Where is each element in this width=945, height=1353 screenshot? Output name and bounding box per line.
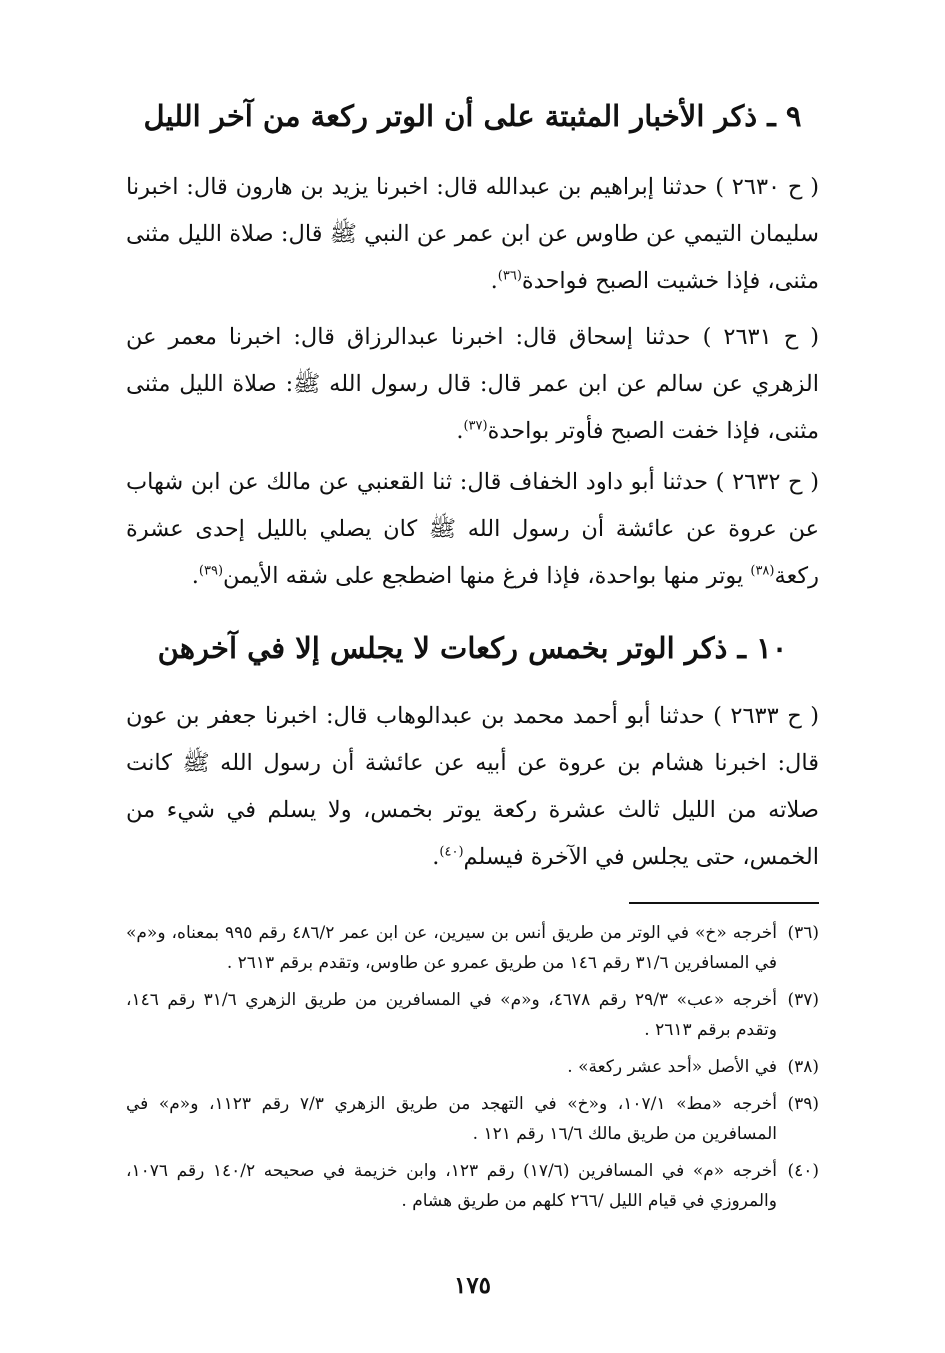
footnote-ref: (٤٠) [439, 844, 464, 860]
hadith-text: ( ح ٢٦٣٣ ) حدثنا أبو أحمد محمد بن عبدالوهاب قال: اخبرنا جعفر بن عون قال: اخبرنا هشام بن عروة عن أبيه عن عائشة أن رسول الله ﷺ كانت صلاته من الليل ثالث عشرة ركعة يوتر بخمس، ولا يسلم في شيء من الخمس، حتى يجلس في الآخرة فيسلم [126, 703, 819, 870]
footnote-number: (٤٠) [787, 1161, 819, 1181]
footnote-39 [126, 1089, 819, 1149]
footnote-number: (٣٩) [787, 1094, 819, 1114]
footnote-ref: (٣٦) [497, 268, 522, 284]
footnote-37 [126, 985, 819, 1045]
hadith-text: ( ح ٢٦٣٢ ) حدثنا أبو داود الخفاف قال: ثنا القعنبي عن مالك عن ابن شهاب عن عروة عن عائشة أن رسول الله ﷺ كان يصلي بالليل إحدى عشرة ركعة [126, 469, 819, 589]
footnote-divider [629, 902, 819, 904]
hadith-text: ( ح ٢٦٣١ ) حدثنا إسحاق قال: اخبرنا عبدالرزاق قال: اخبرنا معمر عن الزهري عن سالم عن ابن عمر قال: قال رسول الله ﷺ: صلاة الليل مثنى مثنى، فإذا خفت الصبح فأوتر بواحدة [126, 324, 819, 444]
hadith-end: . [490, 268, 498, 294]
hadith-text: يوتر منها بواحدة، فإذا فرغ منها اضطجع على شقه الأيمن [223, 563, 751, 589]
footnote-number: (٣٨) [787, 1057, 819, 1077]
footnote-text: في الأصل «أحد عشر ركعة» . [567, 1057, 777, 1077]
footnotes [126, 918, 819, 1223]
hadith-2630 [126, 164, 819, 305]
footnote-text: أخرجه «م» في المسافرين (١٧/٦) رقم ١٢٣، وابن خزيمة في صحيحه ١٤٠/٢ رقم ١٠٧٦، والمروزي في قيام الليل /٢٦٦ كلهم من طريق هشام . [126, 1161, 777, 1211]
footnote-40 [126, 1156, 819, 1216]
hadith-2632 [126, 459, 819, 600]
footnote-text: أخرجه «خ» في الوتر من طريق أنس بن سيرين، عن ابن عمر ٤٨٦/٢ رقم ٩٩٥ بمعناه، و«م» في المسافرين ٣١/٦ رقم ١٤٦ من طريق عمرو عن طاوس، وتقدم برقم ٢٦١٣ . [126, 923, 777, 973]
footnote-number: (٣٧) [787, 990, 819, 1010]
hadith-2633 [126, 693, 819, 881]
section-heading-10: ١٠ ـ ذكر الوتر بخمس ركعات لا يجلس إلا في آخرهن [157, 631, 788, 665]
footnote-36 [126, 918, 819, 978]
section-heading-9: ٩ ـ ذكر الأخبار المثبتة على أن الوتر ركعة من آخر الليل [143, 99, 802, 133]
footnote-38 [126, 1052, 819, 1082]
footnote-ref: (٣٧) [463, 418, 488, 434]
hadith-end: . [191, 563, 199, 589]
footnote-text: أخرجه «مط» ١٠٧/١، و«خ» في التهجد من طريق الزهري ٧/٣ رقم ١١٢٣، و«م» في المسافرين من طريق مالك ١٦/٦ رقم ١٢١ . [126, 1094, 777, 1144]
hadith-text: ( ح ٢٦٣٠ ) حدثنا إبراهيم بن عبدالله قال: اخبرنا يزيد بن هارون قال: اخبرنا سليمان التيمي عن طاوس عن ابن عمر عن النبي ﷺ قال: صلاة الليل مثنى مثنى، فإذا خشيت الصبح فواحدة [126, 174, 819, 294]
hadith-end: . [432, 844, 440, 870]
hadith-2631 [126, 314, 819, 455]
footnote-ref: (٣٨) [750, 563, 775, 579]
footnote-ref: (٣٩) [198, 563, 224, 579]
footnote-text: أخرجه «عب» ٢٩/٣ رقم ٤٦٧٨، و«م» في المسافرين من طريق الزهري ٣١/٦ رقم ١٤٦، وتقدم برقم ٢٦١٣ . [126, 990, 777, 1040]
hadith-end: . [456, 418, 464, 444]
page-number: ١٧٥ [453, 1272, 492, 1299]
footnote-number: (٣٦) [787, 923, 819, 943]
